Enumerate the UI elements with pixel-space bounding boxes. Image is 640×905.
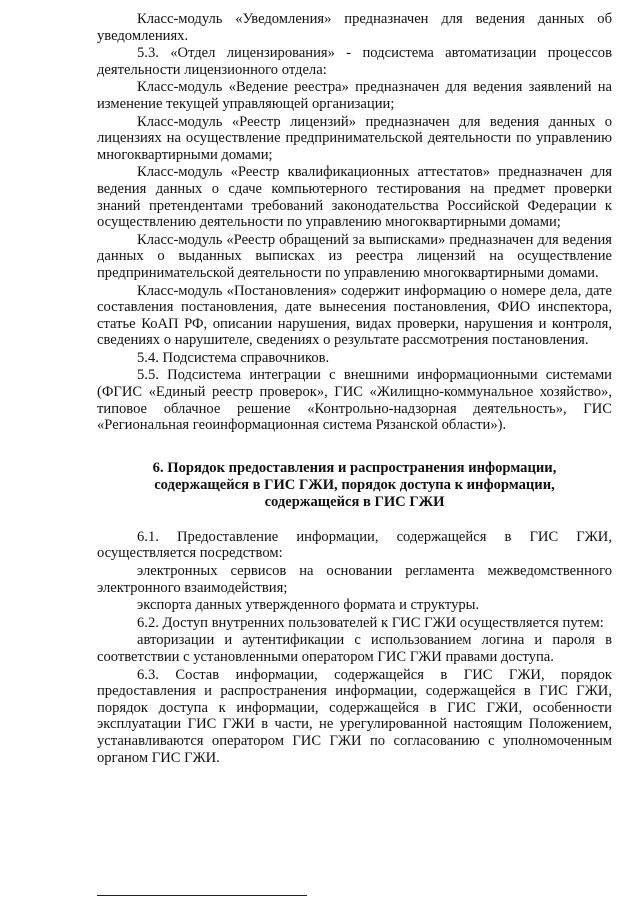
paragraph-resolutions-module: Класс-модуль «Постановления» содержит информацию о номере дела, дате составления постановления, дате вынесения постановления, ФИО инспектора, статье КоАП РФ, описании нарушения, видах проверки, нарушения и контроля, сведениях о нарушителе, сведениях о результате рассмотрения постановления. bbox=[97, 282, 612, 349]
paragraph-6-2: 6.2. Доступ внутренних пользователей к ГИС ГЖИ осуществляется путем: bbox=[137, 614, 604, 631]
paragraph-notifications-module: Класс-модуль «Уведомления» предназначен для ведения данных об уведомлениях. bbox=[97, 11, 612, 44]
paragraph-6-1-item-export: экспорта данных утвержденного формата и структуры. bbox=[137, 597, 480, 614]
section-6-heading-line-3: содержащейся в ГИС ГЖИ bbox=[264, 493, 445, 510]
paragraph-registry-module: Класс-модуль «Ведение реестра» предназначен для ведения заявлений на изменение текущей управляющей организации; bbox=[97, 79, 612, 112]
paragraph-6-2-item-auth: авторизации и аутентификации с использованием логина и пароля в соответствии с установленными оператором ГИС ГЖИ правами доступа. bbox=[97, 632, 612, 665]
paragraph-reference-subsystem: 5.4. Подсистема справочников. bbox=[137, 349, 330, 366]
paragraph-licensing-subsystem: 5.3. «Отдел лицензирования» - подсистема автоматизации процессов деятельности лицензионного отдела: bbox=[97, 45, 612, 78]
section-6-heading bbox=[97, 460, 612, 511]
section-6-heading-line-2: содержащейся в ГИС ГЖИ, порядок доступа к информации, bbox=[154, 476, 555, 493]
footnote-divider bbox=[97, 895, 307, 896]
paragraph-extracts-registry-module: Класс-модуль «Реестр обращений за выписками» предназначен для ведения данных о выданных выписках из реестра лицензий на осуществление предпринимательской деятельности по управлению многоквартирными домами. bbox=[97, 231, 612, 281]
paragraph-6-3: 6.3. Состав информации, содержащейся в ГИС ГЖИ, порядок предоставления и распространения информации, содержащейся в ГИС ГЖИ, порядок доступа к информации, содержащейся в ГИС ГЖИ, особенности эксплуатации ГИС ГЖИ в части, не урегулированной настоящим Положением, устанавливаются оператором ГИС ГЖИ по согласованию с уполномоченным органом ГИС ГЖИ. bbox=[97, 666, 612, 766]
paragraph-integration-subsystem: 5.5. Подсистема интеграции с внешними информационными системами (ФГИС «Единый реестр проверок», ГИС «Жилищно-коммунальное хозяйство», типовое облачное решение «Контрольно-надзорная деятельность», ГИС «Региональная геоинформационная система Рязанской области»). bbox=[97, 367, 612, 434]
paragraph-certificates-registry-module: Класс-модуль «Реестр квалификационных аттестатов» предназначен для ведения данных о сдаче компьютерного тестирования на предмет проверки знаний претендентами требований законодательства Российской Федерации к осуществлению деятельности по управлению многоквартирными домами; bbox=[97, 164, 612, 231]
document-body bbox=[97, 11, 612, 767]
section-6-heading-line-1: 6. Порядок предоставления и распространения информации, bbox=[152, 459, 557, 476]
paragraph-6-1-item-services: электронных сервисов на основании регламента межведомственного электронного взаимодействия; bbox=[97, 563, 612, 596]
paragraph-licenses-registry-module: Класс-модуль «Реестр лицензий» предназначен для ведения данных о лицензиях на осуществление предпринимательской деятельности по управлению многоквартирными домами; bbox=[97, 113, 612, 163]
paragraph-6-1: 6.1. Предоставление информации, содержащейся в ГИС ГЖИ, осуществляется посредством: bbox=[97, 528, 612, 562]
